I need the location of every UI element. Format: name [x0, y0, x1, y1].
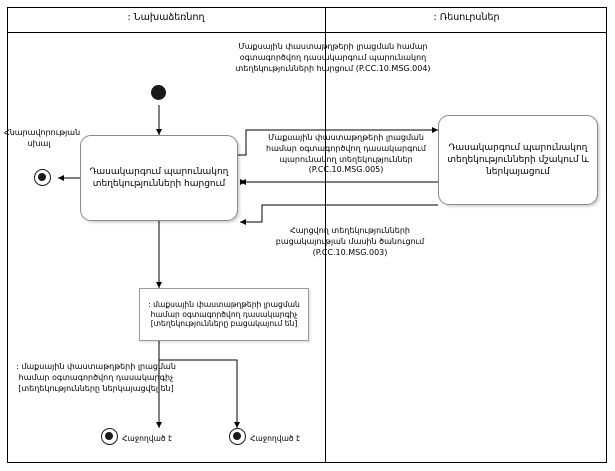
activity-request[interactable]: Դասակարգում պարունակող տեղեկությունների հարցում: [80, 135, 238, 221]
edge-label-final-note: : մաքսային փաստաթղթերի լրացման համար օգտագործվող դասակարգիչ [տեղեկությունները ներկայացվել են]: [16, 362, 176, 393]
activity-process-response[interactable]: Դասակարգում պարունակող տեղեկությունների մշակում և ներկայացում: [438, 115, 598, 205]
edge-label-request: Մաքսային փաստաթղթերի լրացման համար օգտագործվող դասակարգում պարունակող տեղեկությունների հարցում (P.CC.10.MSG.004): [235, 42, 431, 73]
lane-label-initiator: : Նախաձեռնող: [127, 12, 205, 23]
note-conditions: : մաքսային փաստաթղթերի լրացման համար օգտագործվող դասակարգիչ [տեղեկությունները բացակայում են]: [139, 288, 309, 341]
final-node-middle-label: Հաջողված է: [250, 434, 300, 443]
edge-label-absent: Հարցվող տեղեկությունների բացակայության մասին ծանուցում (P.CC.10.MSG.003): [275, 226, 425, 257]
final-node-middle: [229, 428, 246, 445]
initial-node: [151, 85, 166, 100]
final-node-left-label: Հաջողված է: [122, 434, 172, 443]
edge-label-response: Մաքսային փաստաթղթերի լրացման համար օգտագործվող դասակարգում պարունակող տեղեկություններ (P.CC.10.MSG.005): [266, 133, 426, 175]
final-node-error: [34, 169, 51, 186]
final-node-error-label: Հնարավորության սխալ: [4, 128, 81, 148]
final-node-left: [101, 428, 118, 445]
lane-label-resources: : Ռեսուրսներ: [433, 12, 500, 23]
